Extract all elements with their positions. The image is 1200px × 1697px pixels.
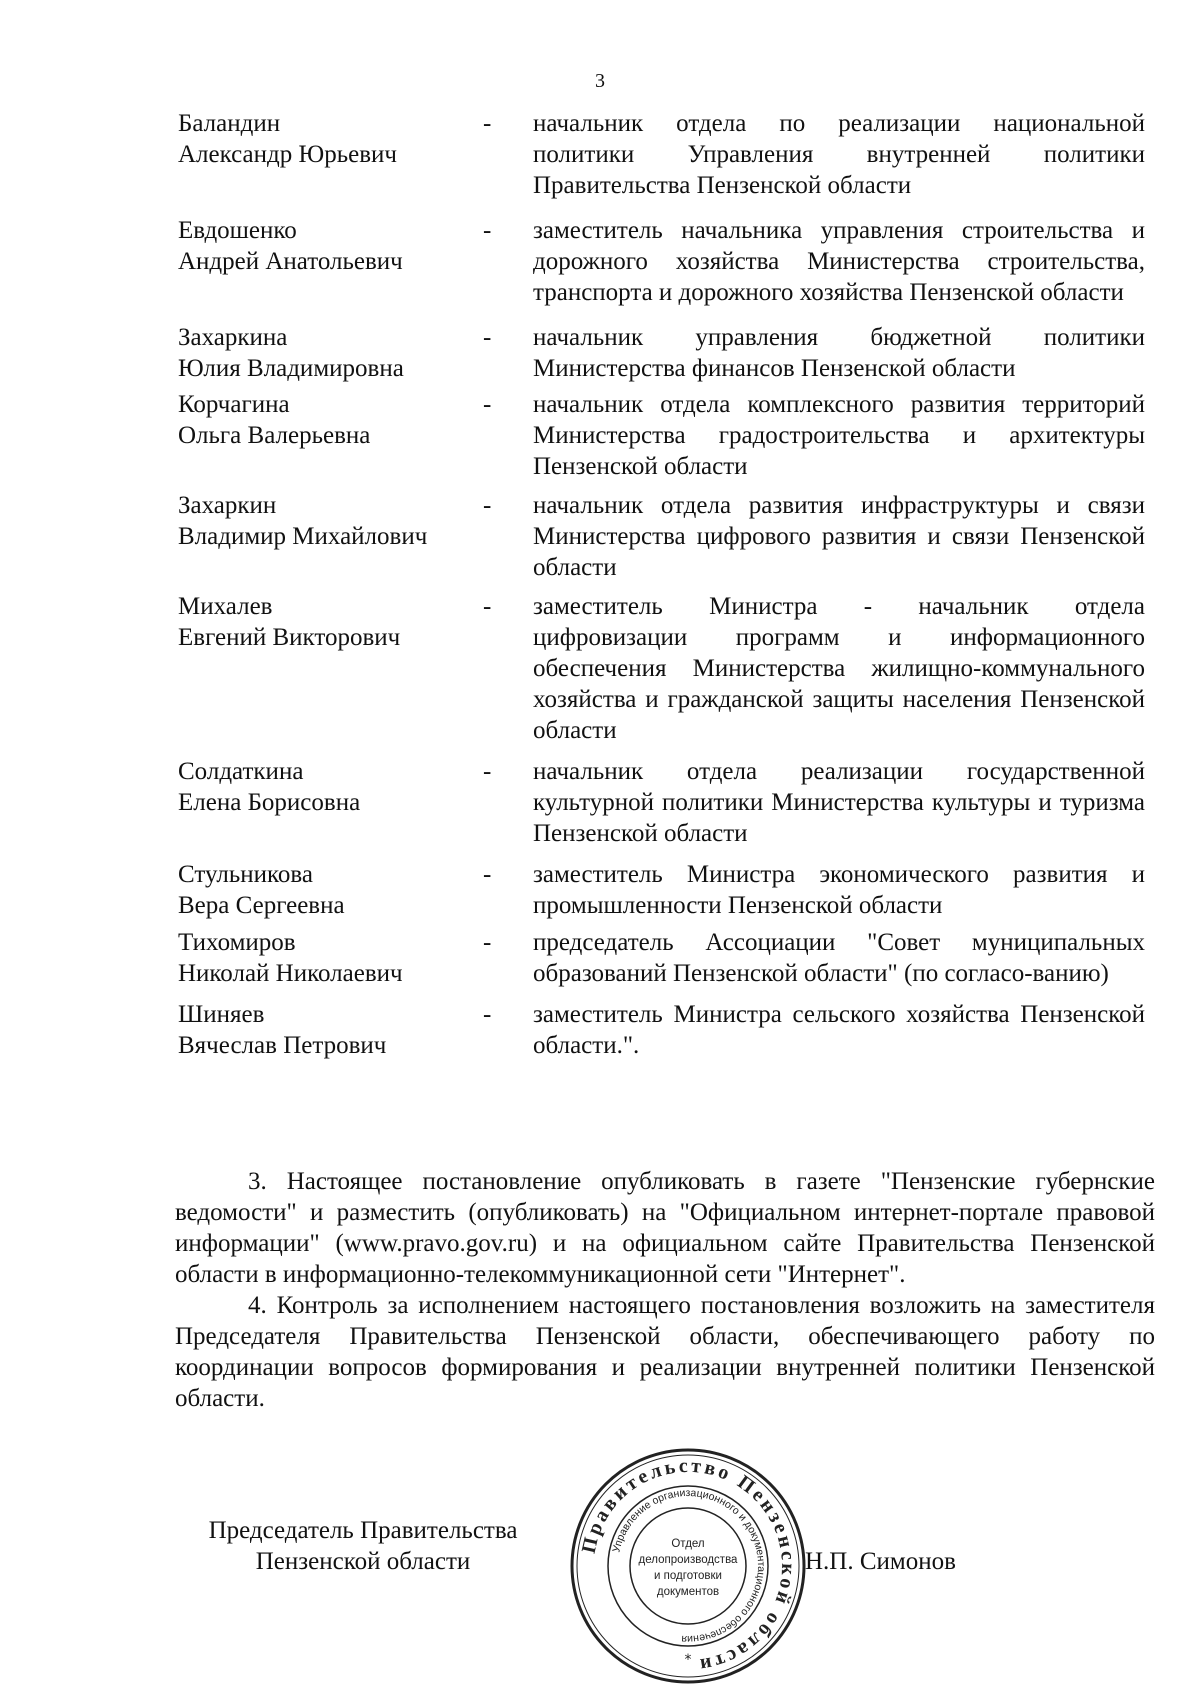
member-name: Захаркин Владимир Михайлович: [178, 492, 428, 550]
member-position: начальник отдела реализации государственной культурной политики Министерства культуры и туризма Пензенской области: [533, 758, 1145, 847]
member-dash: -: [483, 492, 492, 519]
member-row: [178, 215, 1146, 308]
member-dash: -: [483, 391, 492, 418]
seal-star-icon: *: [684, 1652, 692, 1668]
seal-center-line: и подготовки: [654, 1570, 722, 1582]
member-position: начальник отдела комплексного развития территорий Министерства градостроительства и архитектуры Пензенской области: [533, 391, 1145, 480]
member-name: Стульникова Вера Сергеевна: [178, 861, 345, 919]
member-dash: -: [483, 861, 492, 888]
member-dash: -: [483, 324, 492, 351]
body-paragraphs: [175, 1166, 1155, 1414]
seal-center-line: документов: [656, 1586, 720, 1598]
committee-members-list: [178, 108, 1146, 1061]
member-dash: -: [483, 593, 492, 620]
member-dash: -: [483, 110, 492, 137]
member-row: [178, 108, 1146, 201]
member-position: председатель Ассоциации "Совет муниципальных образований Пензенской области" (по согласо-ванию): [533, 929, 1145, 987]
member-row: [178, 591, 1146, 746]
seal-center-line: Отдел: [671, 1538, 705, 1550]
member-name: Захаркина Юлия Владимировна: [178, 324, 404, 382]
member-row: [178, 490, 1146, 583]
svg-text:Управление организационного и: [610, 1487, 767, 1645]
page-number: 3: [595, 70, 605, 92]
member-position: заместитель начальника управления строительства и дорожного хозяйства Министерства строительства, транспорта и дорожного хозяйства Пензенской области: [533, 217, 1145, 306]
seal-center-line: делопроизводства: [638, 1554, 738, 1566]
member-name: Баландин Александр Юрьевич: [178, 110, 397, 168]
member-row: [178, 322, 1146, 384]
member-row: [178, 756, 1146, 849]
member-row: [178, 999, 1146, 1061]
member-row: [178, 859, 1146, 921]
signatory-title: Председатель Правительства Пензенской области: [208, 1517, 518, 1575]
seal-inner-text: Управление организационного и документационного обеспечения: [610, 1486, 768, 1646]
member-name: Корчагина Ольга Валерьевна: [178, 391, 371, 449]
member-position: заместитель Министра сельского хозяйства Пензенской области.".: [533, 1001, 1145, 1059]
official-seal: [568, 1446, 808, 1686]
member-position: заместитель Министра экономического развития и промышленности Пензенской области: [533, 861, 1145, 919]
member-position: заместитель Министра - начальник отдела цифровизации программ и информационного обеспечения Министерства жилищно-коммунального хозяйства и гражданской защиты населения Пензенской области: [533, 593, 1145, 744]
signatory-name: Н.П. Симонов: [805, 1548, 956, 1575]
member-name: Михалев Евгений Викторович: [178, 593, 401, 651]
paragraph-publication: 3. Настоящее постановление опубликовать в газете "Пензенские губернские ведомости" и разместить (опубликовать) на "Официальном интернет-портале правовой информации" (www.pravo.gov.ru) и на официальном сайте Правительства Пензенской области в информационно-телекоммуникационной сети "Интернет".: [175, 1168, 1155, 1288]
member-dash: -: [483, 758, 492, 785]
member-dash: -: [483, 217, 492, 244]
member-position: начальник управления бюджетной политики Министерства финансов Пензенской области: [533, 324, 1145, 382]
member-dash: -: [483, 1001, 492, 1028]
seal-outer-text: Правительство Пензенской области: [577, 1454, 800, 1677]
member-row: [178, 389, 1146, 482]
member-row: [178, 927, 1146, 989]
member-name: Солдаткина Елена Борисовна: [178, 758, 361, 816]
member-name: Шиняев Вячеслав Петрович: [178, 1001, 387, 1059]
member-dash: -: [483, 929, 492, 956]
member-position: начальник отдела по реализации национальной политики Управления внутренней политики Правительства Пензенской области: [533, 110, 1145, 199]
paragraph-control: 4. Контроль за исполнением настоящего постановления возложить на заместителя Председателя Правительства Пензенской области, обеспечивающего работу по координации вопросов формирования и реализации внутренней политики Пензенской области.: [175, 1292, 1155, 1412]
member-name: Тихомиров Николай Николаевич: [178, 929, 403, 987]
member-position: начальник отдела развития инфраструктуры и связи Министерства цифрового развития и связи Пензенской области: [533, 492, 1145, 581]
member-name: Евдошенко Андрей Анатольевич: [178, 217, 403, 275]
